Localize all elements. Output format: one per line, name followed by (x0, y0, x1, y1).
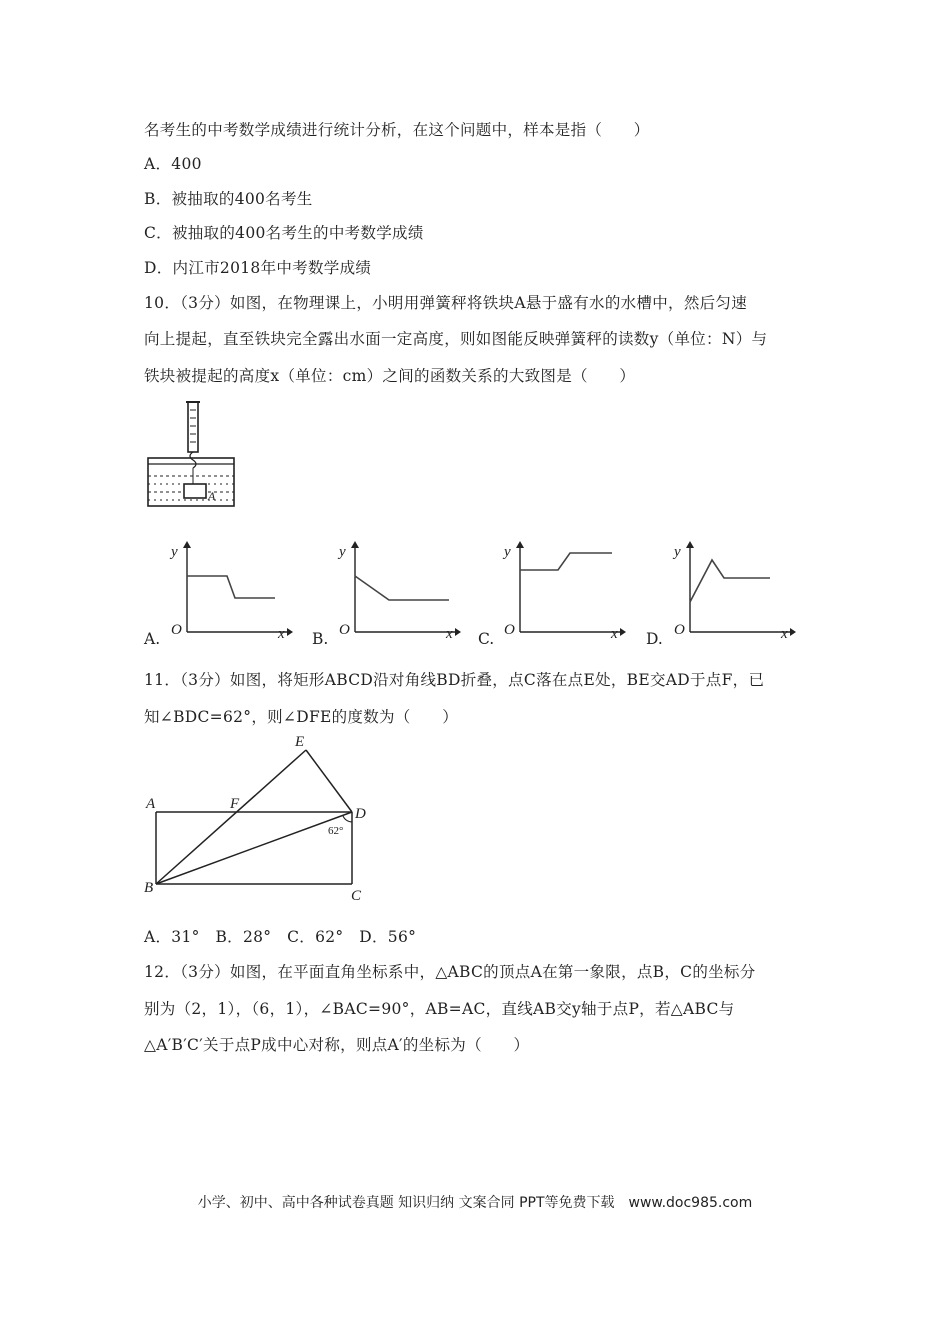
q11-line-2: 知∠BDC=62°，则∠DFE的度数为（ ） (144, 708, 459, 726)
graph-option-d (668, 538, 798, 648)
axis-x-label: x (278, 626, 285, 642)
q12-line-1: 12．（3分）如图，在平面直角坐标系中，△ABC的顶点A在第一象限，点B，C的坐标分 (144, 963, 756, 981)
graph-option-d-label: D. (646, 630, 663, 648)
q11-line-1: 11．（3分）如图，将矩形ABCD沿对角线BD折叠，点C落在点E处，BE交AD于点F，已 (144, 671, 765, 689)
q11-answer-options: A．31° B．28° C．62° D．56° (144, 928, 417, 946)
point-f-label: F (230, 796, 240, 812)
axis-y-label: y (674, 544, 681, 560)
graph-option-a-label: A. (144, 630, 161, 648)
iron-block-label: A (208, 489, 216, 503)
point-e-label: E (295, 734, 305, 750)
q10-line-2: 向上提起，直至铁块完全露出水面一定高度，则如图能反映弹簧秤的读数y（单位：N）与 (144, 330, 768, 348)
axis-x-label: x (611, 626, 618, 642)
q9-option-d: D．内江市2018年中考数学成绩 (144, 259, 372, 277)
spring-scale-tank-figure (140, 396, 240, 516)
graph-option-b-label: B. (312, 630, 329, 648)
point-c-label: C (351, 888, 362, 904)
q9-stem-tail: 名考生的中考数学成绩进行统计分析，在这个问题中，样本是指（ ） (144, 121, 650, 139)
axis-y-label: y (171, 544, 178, 560)
graph-option-a (165, 538, 295, 648)
angle-62-label: 62° (328, 825, 344, 837)
origin-label: O (504, 622, 515, 638)
origin-label: O (339, 622, 350, 638)
q9-option-a: A．400 (144, 155, 202, 173)
q10-line-1: 10．（3分）如图，在物理课上，小明用弹簧秤将铁块A悬于盛有水的水槽中，然后匀速 (144, 294, 748, 312)
point-b-label: B (144, 880, 154, 896)
axis-y-label: y (504, 544, 511, 560)
graph-option-c-label: C. (478, 630, 495, 648)
origin-label: O (171, 622, 182, 638)
page-footer: 小学、初中、高中各种试卷真题 知识归纳 文案合同 PPT等免费下载 www.doc985.com (197, 1195, 753, 1211)
axis-y-label: y (339, 544, 346, 560)
q9-option-c: C．被抽取的400名考生的中考数学成绩 (144, 224, 424, 242)
q10-line-3: 铁块被提起的高度x（单位：cm）之间的函数关系的大致图是（ ） (144, 367, 636, 385)
q9-option-b: B．被抽取的400名考生 (144, 190, 313, 208)
graph-option-c (498, 538, 628, 648)
origin-label: O (674, 622, 685, 638)
axis-x-label: x (446, 626, 453, 642)
q12-line-3: △A′B′C′关于点P成中心对称，则点A′的坐标为（ ） (144, 1036, 530, 1054)
q12-line-2: 别为（2，1），（6，1），∠BAC=90°，AB=AC，直线AB交y轴于点P，若△ABC与 (144, 1000, 735, 1018)
folded-rectangle-figure (140, 730, 380, 910)
axis-x-label: x (781, 626, 788, 642)
graph-option-b (333, 538, 463, 648)
point-a-label: A (146, 796, 156, 812)
point-d-label: D (355, 806, 366, 822)
